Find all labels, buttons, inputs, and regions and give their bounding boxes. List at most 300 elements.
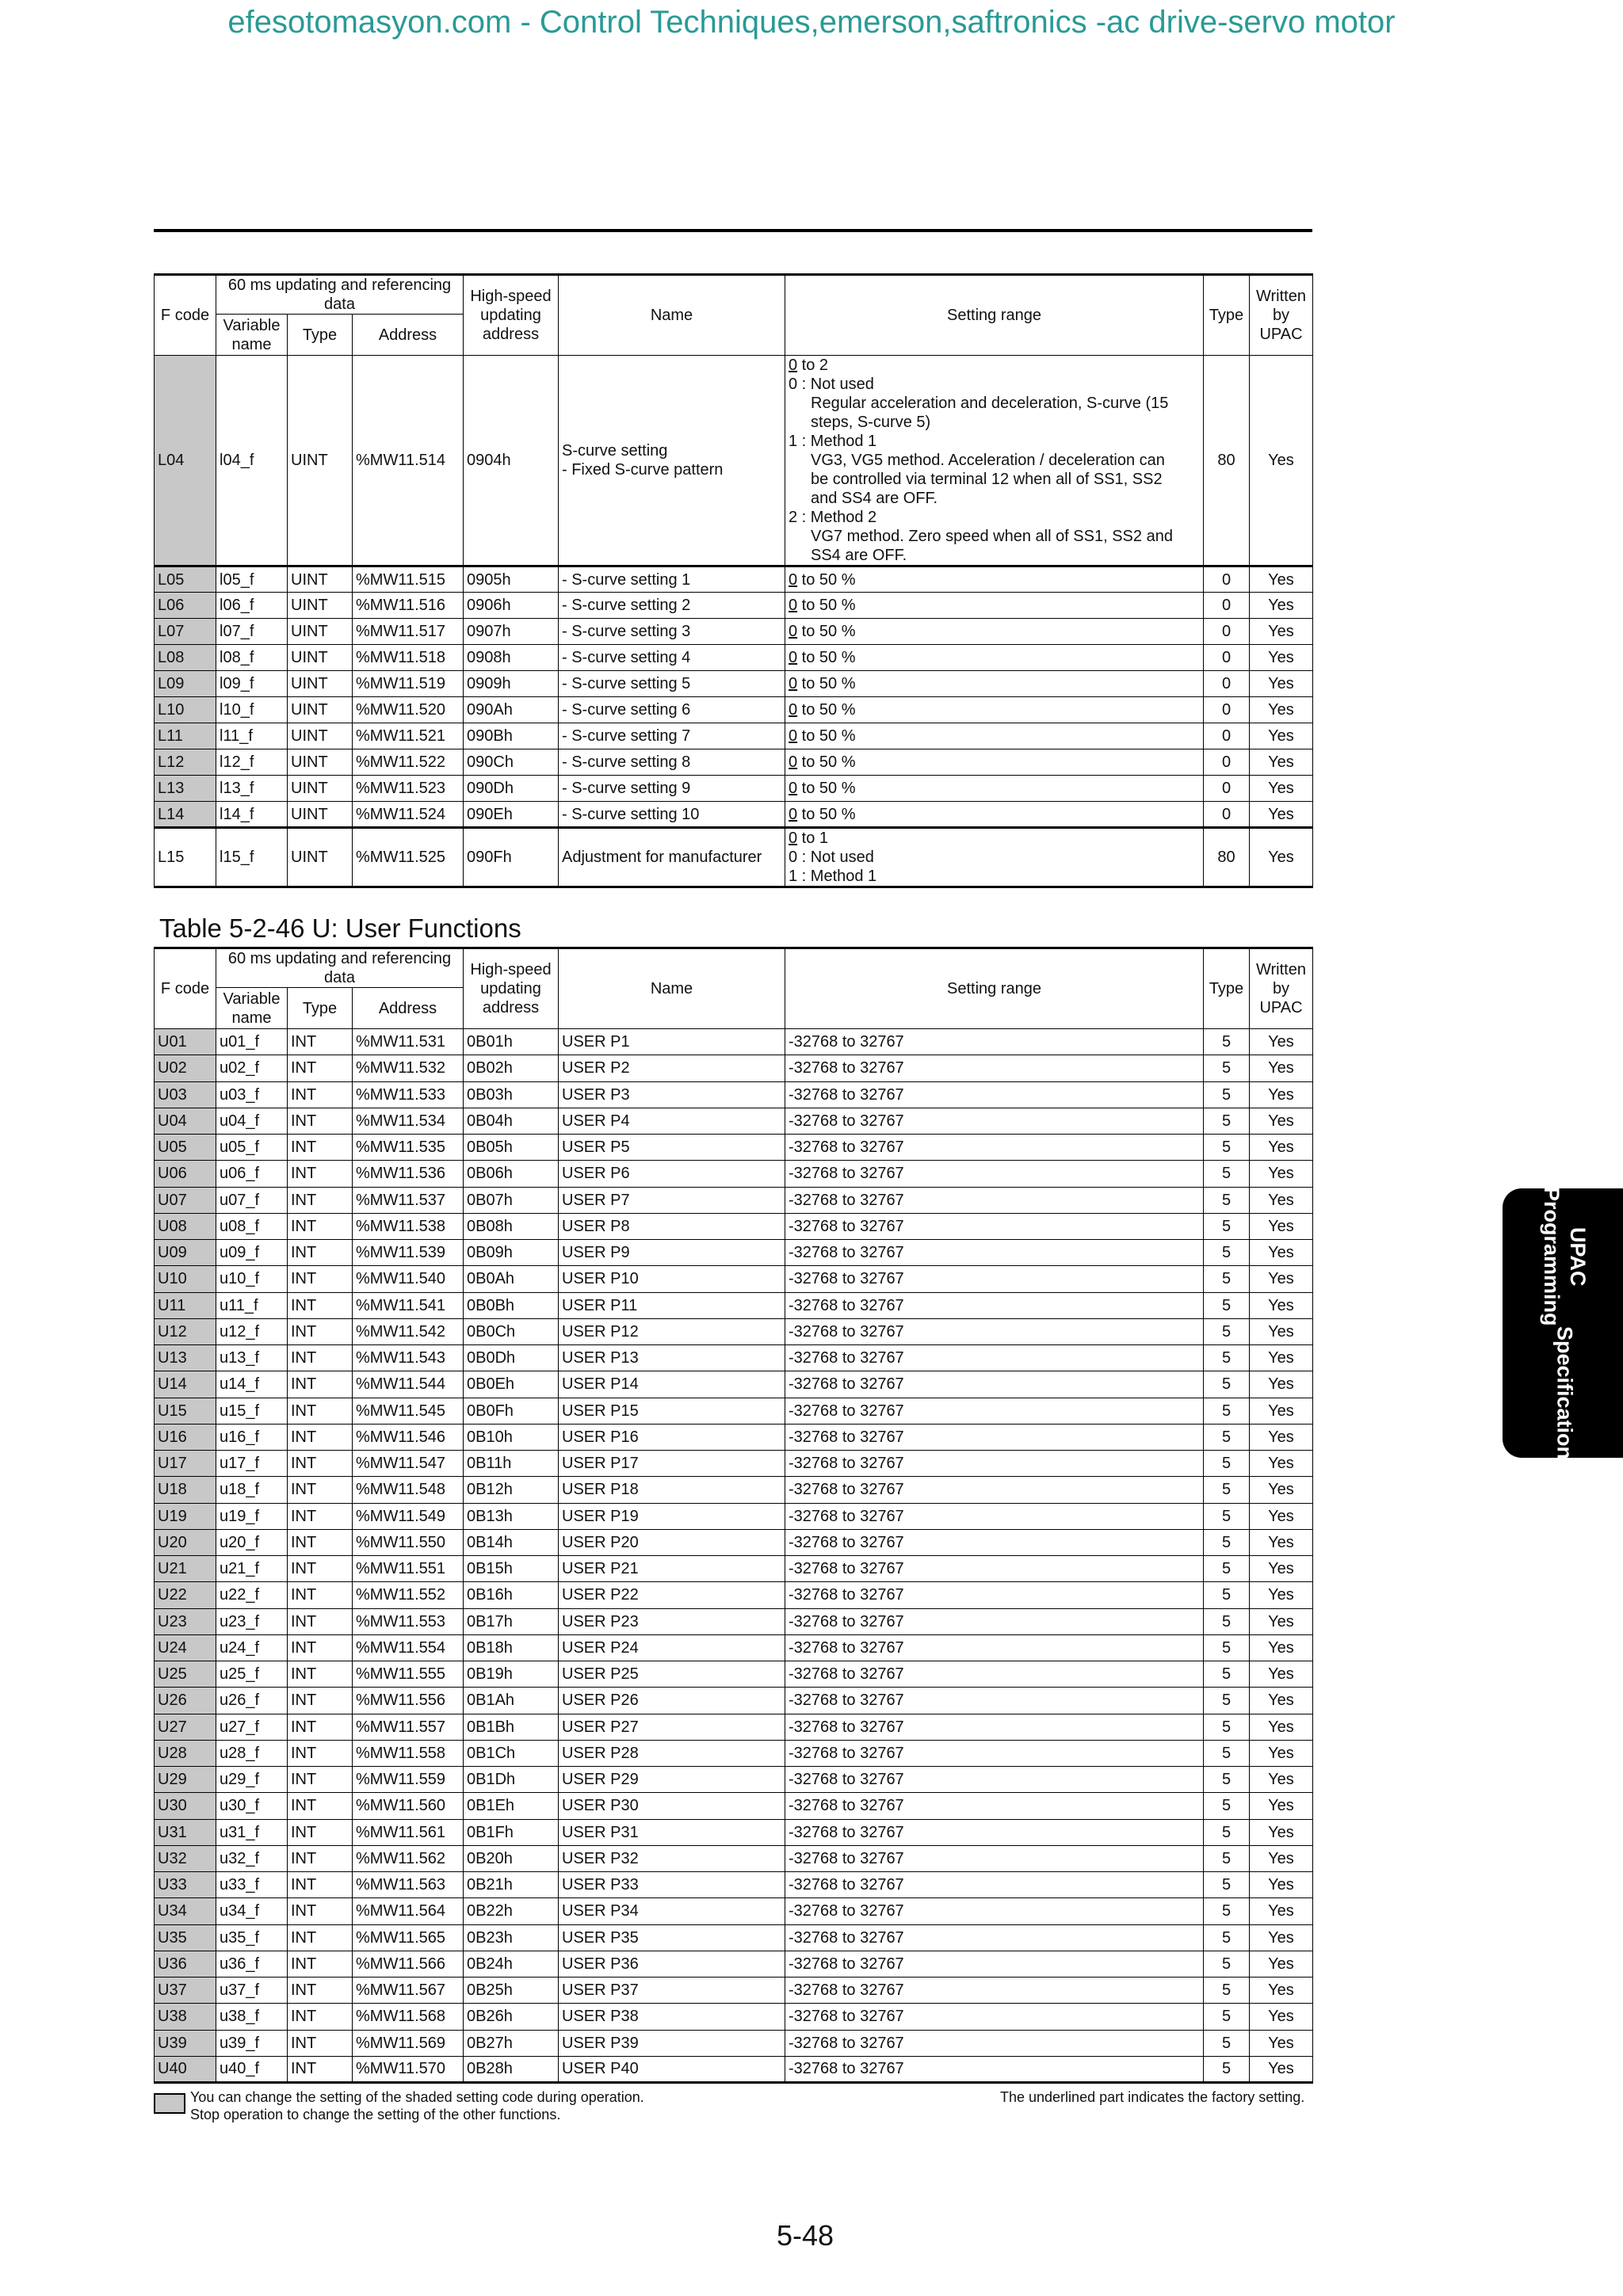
cell-addr: %MW11.560 xyxy=(353,1793,464,1819)
table-row xyxy=(155,1503,1313,1529)
cell-hs: 0B22h xyxy=(464,1898,559,1924)
cell-var: u32_f xyxy=(216,1845,288,1871)
cell-type: UINT xyxy=(288,566,353,593)
cell-range xyxy=(785,828,1204,887)
cell-fcode: U38 xyxy=(155,2004,216,2030)
cell-t: 0 xyxy=(1204,697,1250,723)
cell-w: Yes xyxy=(1250,1213,1313,1239)
cell-type: INT xyxy=(288,2004,353,2030)
cell-w: Yes xyxy=(1250,1634,1313,1661)
cell-range: -32768 to 32767 xyxy=(785,1582,1204,1608)
cell-range: -32768 to 32767 xyxy=(785,1135,1204,1161)
cell-var: l11_f xyxy=(216,723,288,749)
cell-name: USER P27 xyxy=(559,1714,785,1740)
cell-name: USER P9 xyxy=(559,1240,785,1266)
table-row xyxy=(155,1477,1313,1503)
table-row xyxy=(155,1292,1313,1318)
cell-hs: 0B14h xyxy=(464,1529,559,1555)
cell-type: INT xyxy=(288,1661,353,1688)
cell-fcode: U20 xyxy=(155,1529,216,1555)
cell-fcode: U32 xyxy=(155,1845,216,1871)
cell-w: Yes xyxy=(1250,1819,1313,1845)
cell-w: Yes xyxy=(1250,1608,1313,1634)
cell-fcode: U36 xyxy=(155,1951,216,1977)
legend-text xyxy=(190,2088,644,2123)
col-group: 60 ms updating and referencing data xyxy=(216,275,464,315)
cell-fcode: L07 xyxy=(155,619,216,645)
cell-type: INT xyxy=(288,2030,353,2056)
name-line: - Fixed S-curve pattern xyxy=(562,461,724,479)
table-row xyxy=(155,1055,1313,1081)
cell-range: -32768 to 32767 xyxy=(785,1793,1204,1819)
cell-fcode: U30 xyxy=(155,1793,216,1819)
cell-w: Yes xyxy=(1250,566,1313,593)
cell-type: INT xyxy=(288,1266,353,1292)
cell-addr: %MW11.534 xyxy=(353,1108,464,1134)
cell-var: u11_f xyxy=(216,1292,288,1318)
cell-name: - S-curve setting 4 xyxy=(559,645,785,671)
cell-t: 5 xyxy=(1204,1318,1250,1344)
cell-w: Yes xyxy=(1250,1951,1313,1977)
table-row xyxy=(155,1029,1313,1055)
cell-t: 5 xyxy=(1204,1714,1250,1740)
cell-range: -32768 to 32767 xyxy=(785,1503,1204,1529)
table-row xyxy=(155,1529,1313,1555)
range-line: 1 : Method 1 xyxy=(789,868,877,885)
cell-range: -32768 to 32767 xyxy=(785,1451,1204,1477)
cell-var: u07_f xyxy=(216,1187,288,1213)
cell-t: 0 xyxy=(1204,593,1250,619)
cell-type: INT xyxy=(288,1898,353,1924)
cell-addr: %MW11.545 xyxy=(353,1398,464,1424)
table-row xyxy=(155,356,1313,566)
table-row xyxy=(155,1845,1313,1871)
cell-hs: 0B28h xyxy=(464,2056,559,2082)
cell-w: Yes xyxy=(1250,697,1313,723)
cell-fcode: U04 xyxy=(155,1108,216,1134)
cell-fcode: U31 xyxy=(155,1819,216,1845)
col-group: 60 ms updating and referencing data xyxy=(216,948,464,988)
cell-addr: %MW11.563 xyxy=(353,1872,464,1898)
factory-value: 0 xyxy=(789,623,798,640)
cell-t: 5 xyxy=(1204,1451,1250,1477)
cell-hs: 090Ch xyxy=(464,749,559,776)
cell-w: Yes xyxy=(1250,802,1313,828)
cell-hs: 0909h xyxy=(464,671,559,697)
cell-fcode: U39 xyxy=(155,2030,216,2056)
cell-addr: %MW11.523 xyxy=(353,776,464,802)
cell-type: INT xyxy=(288,1477,353,1503)
range-rest: to 50 % xyxy=(797,623,856,640)
cell-t: 5 xyxy=(1204,1951,1250,1977)
table-row xyxy=(155,1872,1313,1898)
cell-addr: %MW11.539 xyxy=(353,1240,464,1266)
cell-hs: 0B09h xyxy=(464,1240,559,1266)
table-row xyxy=(155,1108,1313,1134)
cell-name: - S-curve setting 2 xyxy=(559,593,785,619)
cell-type: INT xyxy=(288,1529,353,1555)
cell-range: -32768 to 32767 xyxy=(785,1872,1204,1898)
cell-var: u22_f xyxy=(216,1582,288,1608)
cell-name: USER P10 xyxy=(559,1266,785,1292)
cell-range: -32768 to 32767 xyxy=(785,1978,1204,2004)
cell-var: u28_f xyxy=(216,1740,288,1766)
factory-value: 0 xyxy=(789,727,798,745)
cell-name: USER P26 xyxy=(559,1688,785,1714)
range-rest: to 50 % xyxy=(797,570,856,589)
cell-w: Yes xyxy=(1250,1529,1313,1555)
cell-range xyxy=(785,723,1204,749)
factory-value: 0 xyxy=(789,701,798,719)
cell-hs: 0B05h xyxy=(464,1135,559,1161)
cell-var: u24_f xyxy=(216,1634,288,1661)
cell-w: Yes xyxy=(1250,1898,1313,1924)
table-row xyxy=(155,1898,1313,1924)
cell-name: USER P24 xyxy=(559,1634,785,1661)
cell-type: INT xyxy=(288,1688,353,1714)
cell-hs: 0B15h xyxy=(464,1556,559,1582)
cell-hs: 0B0Bh xyxy=(464,1292,559,1318)
cell-hs: 090Bh xyxy=(464,723,559,749)
factory-note: The underlined part indicates the factory setting. xyxy=(1000,2089,1305,2105)
cell-t: 0 xyxy=(1204,776,1250,802)
cell-range: -32768 to 32767 xyxy=(785,1240,1204,1266)
cell-var: u29_f xyxy=(216,1767,288,1793)
cell-w: Yes xyxy=(1250,1398,1313,1424)
table-row xyxy=(155,723,1313,749)
cell-hs: 0B18h xyxy=(464,1634,559,1661)
cell-var: u13_f xyxy=(216,1345,288,1371)
col-fcode: F code xyxy=(155,948,216,1029)
cell-fcode: U24 xyxy=(155,1634,216,1661)
cell-range: -32768 to 32767 xyxy=(785,2056,1204,2082)
cell-range: -32768 to 32767 xyxy=(785,1477,1204,1503)
cell-name: USER P33 xyxy=(559,1872,785,1898)
cell-t: 0 xyxy=(1204,723,1250,749)
cell-name: USER P22 xyxy=(559,1582,785,1608)
cell-fcode: U29 xyxy=(155,1767,216,1793)
cell-t: 5 xyxy=(1204,1371,1250,1398)
cell-t: 5 xyxy=(1204,1819,1250,1845)
cell-name: USER P25 xyxy=(559,1661,785,1688)
col-fcode: F code xyxy=(155,275,216,356)
cell-w: Yes xyxy=(1250,1187,1313,1213)
cell-hs: 0B10h xyxy=(464,1424,559,1450)
cell-hs: 0B23h xyxy=(464,1924,559,1951)
cell-type: INT xyxy=(288,1714,353,1740)
cell-hs: 0B11h xyxy=(464,1451,559,1477)
cell-fcode: L05 xyxy=(155,566,216,593)
cell-t: 0 xyxy=(1204,566,1250,593)
cell-range: -32768 to 32767 xyxy=(785,1898,1204,1924)
table-row xyxy=(155,828,1313,887)
cell-name: - S-curve setting 10 xyxy=(559,802,785,828)
cell-addr: %MW11.522 xyxy=(353,749,464,776)
col-written: Written by UPAC xyxy=(1250,275,1313,356)
cell-name: USER P30 xyxy=(559,1793,785,1819)
table-row xyxy=(155,1451,1313,1477)
cell-fcode: U14 xyxy=(155,1371,216,1398)
factory-value: 0 xyxy=(789,830,798,847)
cell-hs: 090Fh xyxy=(464,828,559,887)
cell-fcode: U03 xyxy=(155,1081,216,1108)
cell-range: -32768 to 32767 xyxy=(785,1398,1204,1424)
cell-var: u03_f xyxy=(216,1081,288,1108)
cell-addr: %MW11.538 xyxy=(353,1213,464,1239)
cell-type: INT xyxy=(288,1793,353,1819)
cell-w: Yes xyxy=(1250,749,1313,776)
cell-t: 5 xyxy=(1204,1556,1250,1582)
cell-w: Yes xyxy=(1250,1424,1313,1450)
cell-addr: %MW11.525 xyxy=(353,828,464,887)
cell-type: UINT xyxy=(288,645,353,671)
cell-addr: %MW11.543 xyxy=(353,1345,464,1371)
cell-w: Yes xyxy=(1250,1503,1313,1529)
side-tab-line: Specification xyxy=(1552,1325,1577,1459)
table-row xyxy=(155,1318,1313,1344)
cell-name: - S-curve setting 6 xyxy=(559,697,785,723)
cell-hs: 0904h xyxy=(464,356,559,566)
table-row xyxy=(155,776,1313,802)
table-row xyxy=(155,749,1313,776)
cell-name: USER P12 xyxy=(559,1318,785,1344)
cell-t: 5 xyxy=(1204,1213,1250,1239)
cell-name: USER P14 xyxy=(559,1371,785,1398)
cell-name: USER P16 xyxy=(559,1424,785,1450)
cell-w: Yes xyxy=(1250,1845,1313,1871)
cell-fcode: U35 xyxy=(155,1924,216,1951)
range-line xyxy=(789,829,1200,848)
table-row xyxy=(155,645,1313,671)
cell-range: -32768 to 32767 xyxy=(785,1740,1204,1766)
cell-type: INT xyxy=(288,1608,353,1634)
cell-var: u38_f xyxy=(216,2004,288,2030)
cell-type: UINT xyxy=(288,723,353,749)
cell-type: INT xyxy=(288,1081,353,1108)
cell-fcode: U01 xyxy=(155,1029,216,1055)
table-row xyxy=(155,697,1313,723)
cell-type: UINT xyxy=(288,776,353,802)
cell-t: 5 xyxy=(1204,2004,1250,2030)
cell-var: u19_f xyxy=(216,1503,288,1529)
cell-type: UINT xyxy=(288,671,353,697)
cell-hs: 0B1Ah xyxy=(464,1688,559,1714)
cell-var: u10_f xyxy=(216,1266,288,1292)
cell-w: Yes xyxy=(1250,619,1313,645)
cell-var: u20_f xyxy=(216,1529,288,1555)
range-line: steps, S-curve 5) xyxy=(811,414,931,431)
cell-hs: 0907h xyxy=(464,619,559,645)
cell-hs: 0B03h xyxy=(464,1081,559,1108)
cell-fcode: L12 xyxy=(155,749,216,776)
site-banner: efesotomasyon.com - Control Techniques,emerson,saftronics -ac drive-servo motor xyxy=(227,5,1396,40)
cell-addr: %MW11.541 xyxy=(353,1292,464,1318)
cell-var: u33_f xyxy=(216,1872,288,1898)
cell-range: -32768 to 32767 xyxy=(785,1556,1204,1582)
cell-w: Yes xyxy=(1250,2004,1313,2030)
factory-value: 0 xyxy=(789,753,798,771)
factory-value: 0 xyxy=(789,357,798,374)
cell-name: USER P13 xyxy=(559,1345,785,1371)
range-line: 2 : Method 2 xyxy=(789,509,877,526)
cell-hs: 0B0Ah xyxy=(464,1266,559,1292)
cell-name: USER P19 xyxy=(559,1503,785,1529)
cell-w: Yes xyxy=(1250,776,1313,802)
cell-t: 5 xyxy=(1204,1608,1250,1634)
cell-name: USER P4 xyxy=(559,1108,785,1134)
cell-t: 5 xyxy=(1204,1266,1250,1292)
cell-t: 5 xyxy=(1204,1767,1250,1793)
cell-hs: 0B02h xyxy=(464,1055,559,1081)
table-row xyxy=(155,1819,1313,1845)
cell-fcode: U34 xyxy=(155,1898,216,1924)
cell-w: Yes xyxy=(1250,1924,1313,1951)
factory-value: 0 xyxy=(789,649,798,666)
cell-hs: 0B25h xyxy=(464,1978,559,2004)
cell-name: - S-curve setting 8 xyxy=(559,749,785,776)
cell-name: USER P17 xyxy=(559,1451,785,1477)
cell-fcode: L04 xyxy=(155,356,216,566)
cell-fcode: U25 xyxy=(155,1661,216,1688)
cell-var: u17_f xyxy=(216,1451,288,1477)
cell-addr: %MW11.562 xyxy=(353,1845,464,1871)
table-row xyxy=(155,671,1313,697)
cell-hs: 0B08h xyxy=(464,1213,559,1239)
cell-var: l04_f xyxy=(216,356,288,566)
table-row xyxy=(155,1266,1313,1292)
col-name: Name xyxy=(559,275,785,356)
cell-addr: %MW11.517 xyxy=(353,619,464,645)
cell-range: -32768 to 32767 xyxy=(785,1081,1204,1108)
cell-addr: %MW11.544 xyxy=(353,1371,464,1398)
cell-name: USER P31 xyxy=(559,1819,785,1845)
cell-name: - S-curve setting 3 xyxy=(559,619,785,645)
cell-fcode: L06 xyxy=(155,593,216,619)
range-line xyxy=(789,356,1200,375)
cell-addr: %MW11.518 xyxy=(353,645,464,671)
cell-addr: %MW11.559 xyxy=(353,1767,464,1793)
cell-hs: 0B21h xyxy=(464,1872,559,1898)
range-line: and SS4 are OFF. xyxy=(811,490,938,507)
cell-var: l13_f xyxy=(216,776,288,802)
col-range: Setting range xyxy=(785,275,1204,356)
cell-fcode: U26 xyxy=(155,1688,216,1714)
page-number: 5-48 xyxy=(776,2219,834,2252)
col-range: Setting range xyxy=(785,948,1204,1029)
cell-hs: 0906h xyxy=(464,593,559,619)
range-rest: to 50 % xyxy=(797,675,856,692)
cell-var: l15_f xyxy=(216,828,288,887)
range-rest: to 50 % xyxy=(797,649,856,666)
cell-var: u40_f xyxy=(216,2056,288,2082)
cell-var: l06_f xyxy=(216,593,288,619)
cell-hs: 0905h xyxy=(464,566,559,593)
cell-type: INT xyxy=(288,1108,353,1134)
cell-addr: %MW11.542 xyxy=(353,1318,464,1344)
cell-fcode: U13 xyxy=(155,1345,216,1371)
cell-range: -32768 to 32767 xyxy=(785,1108,1204,1134)
cell-var: l09_f xyxy=(216,671,288,697)
cell-type: INT xyxy=(288,1055,353,1081)
cell-type: INT xyxy=(288,1240,353,1266)
cell-range: -32768 to 32767 xyxy=(785,1529,1204,1555)
cell-var: u30_f xyxy=(216,1793,288,1819)
cell-type: INT xyxy=(288,1161,353,1187)
range-rest: to 50 % xyxy=(797,727,856,745)
cell-t: 5 xyxy=(1204,1688,1250,1714)
cell-addr: %MW11.524 xyxy=(353,802,464,828)
cell-range xyxy=(785,776,1204,802)
table-row xyxy=(155,1081,1313,1108)
table-row xyxy=(155,2056,1313,2082)
cell-var: u04_f xyxy=(216,1108,288,1134)
cell-hs: 0B12h xyxy=(464,1477,559,1503)
table-header xyxy=(155,948,1313,1029)
cell-var: u31_f xyxy=(216,1819,288,1845)
cell-addr: %MW11.551 xyxy=(353,1556,464,1582)
table-header xyxy=(155,275,1313,356)
cell-t: 5 xyxy=(1204,1872,1250,1898)
cell-hs: 0B13h xyxy=(464,1503,559,1529)
cell-var: u27_f xyxy=(216,1714,288,1740)
range-line: SS4 are OFF. xyxy=(811,547,907,564)
table-row xyxy=(155,1187,1313,1213)
cell-t: 5 xyxy=(1204,2030,1250,2056)
cell-range: -32768 to 32767 xyxy=(785,1424,1204,1450)
cell-addr: %MW11.564 xyxy=(353,1898,464,1924)
cell-addr: %MW11.515 xyxy=(353,566,464,593)
cell-hs: 0B1Fh xyxy=(464,1819,559,1845)
cell-addr: %MW11.569 xyxy=(353,2030,464,2056)
cell-t: 0 xyxy=(1204,645,1250,671)
cell-range: -32768 to 32767 xyxy=(785,2004,1204,2030)
range-line: be controlled via terminal 12 when all of SS1, SS2 xyxy=(811,471,1163,488)
range-line: VG3, VG5 method. Acceleration / deceleration can xyxy=(811,452,1165,469)
range-line: VG7 method. Zero speed when all of SS1, SS2 and xyxy=(811,528,1173,545)
cell-addr: %MW11.556 xyxy=(353,1688,464,1714)
cell-t: 5 xyxy=(1204,1135,1250,1161)
cell-addr: %MW11.537 xyxy=(353,1187,464,1213)
cell-fcode: U10 xyxy=(155,1266,216,1292)
cell-t: 5 xyxy=(1204,1081,1250,1108)
cell-t: 5 xyxy=(1204,1924,1250,1951)
cell-t: 5 xyxy=(1204,1898,1250,1924)
cell-t: 80 xyxy=(1204,356,1250,566)
table-row xyxy=(155,1424,1313,1450)
cell-name: USER P21 xyxy=(559,1556,785,1582)
cell-addr: %MW11.567 xyxy=(353,1978,464,2004)
cell-w: Yes xyxy=(1250,1740,1313,1766)
cell-range xyxy=(785,802,1204,828)
cell-hs: 0B06h xyxy=(464,1161,559,1187)
cell-type: UINT xyxy=(288,828,353,887)
cell-type: INT xyxy=(288,1872,353,1898)
cell-hs: 0B04h xyxy=(464,1108,559,1134)
cell-fcode: U40 xyxy=(155,2056,216,2082)
cell-w: Yes xyxy=(1250,1081,1313,1108)
cell-range: -32768 to 32767 xyxy=(785,1608,1204,1634)
cell-hs: 0B0Dh xyxy=(464,1345,559,1371)
cell-hs: 0908h xyxy=(464,645,559,671)
cell-name: USER P1 xyxy=(559,1029,785,1055)
cell-fcode: U23 xyxy=(155,1608,216,1634)
cell-hs: 0B1Ch xyxy=(464,1740,559,1766)
cell-t: 5 xyxy=(1204,1240,1250,1266)
range-line: Regular acceleration and deceleration, S-curve (15 xyxy=(811,395,1169,412)
cell-type: INT xyxy=(288,2056,353,2082)
cell-w: Yes xyxy=(1250,1978,1313,2004)
cell-addr: %MW11.532 xyxy=(353,1055,464,1081)
